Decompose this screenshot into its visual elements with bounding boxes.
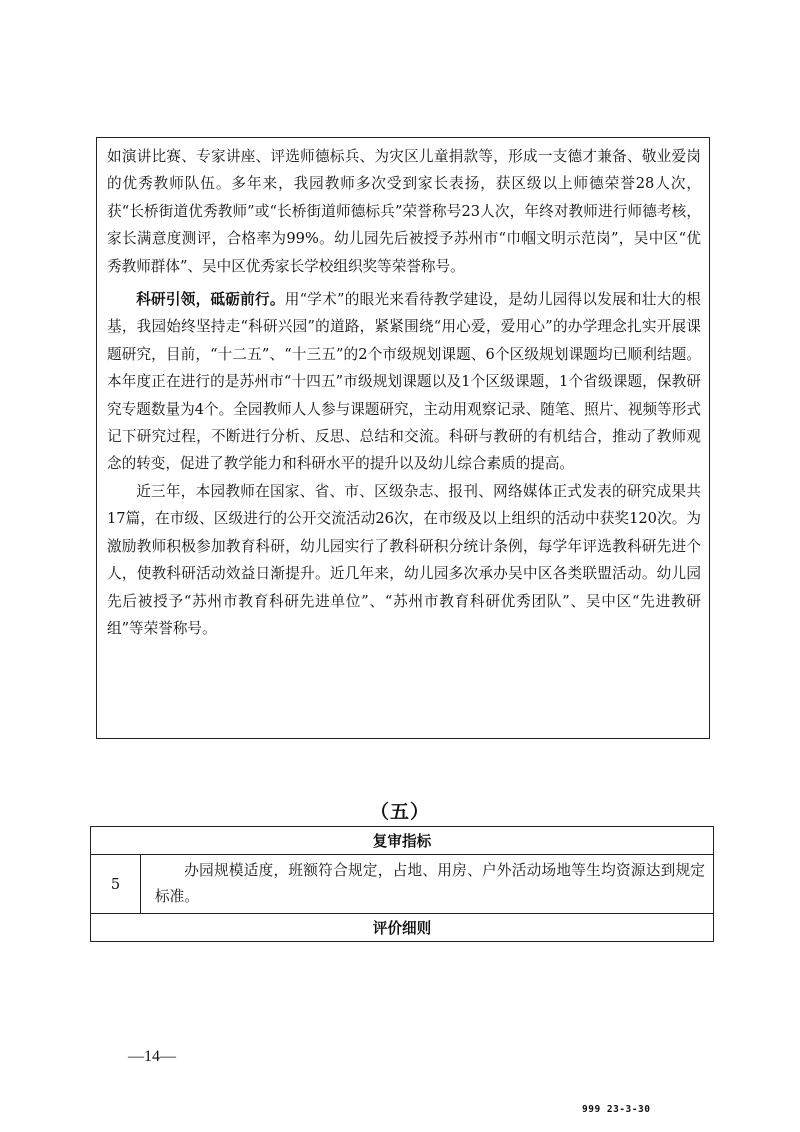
content-box <box>96 137 710 739</box>
paragraph-achievements: 近三年，本园教师在国家、省、市、区级杂志、报刊、网络媒体正式发表的研究成果共17篇，在市级、区级进行的公开交流活动26次，在市级及以上组织的活动中获奖120次。为激励教师积极参加教育科研，幼儿园实行了教科研积分统计条例，每学年评选教科研先进个人，使教科研活动效益日渐提升。近几年来，幼儿园多次承办吴中区各类联盟活动。幼儿园先后被授予“苏州市教育科研先进单位”、“苏州市教育科研优秀团队”、吴中区“先进教研组”等荣誉称号。 <box>107 482 701 637</box>
table-row <box>91 914 714 942</box>
paragraph-teacher-ethics: 如演讲比赛、专家讲座、评选师德标兵、为灾区儿童捐款等，形成一支德才兼备、敬业爱岗的优秀教师队伍。多年来，我园教师多次受到家长表扬，获区级以上师德荣誉28人次，获“长桥街道优秀教师”或“长桥街道师德标兵”荣誉称号23人次，年终对教师进行师德考核，家长满意度测评，合格率为99%。幼儿园先后被授予苏州市“巾帼文明示范岗”，吴中区“优秀教师群体”、吴中区优秀家长学校组织奖等荣誉称号。 <box>107 148 701 275</box>
paragraph-research-body: 用“学术”的眼光来看待教学建设，是幼儿园得以发展和壮大的根基，我园始终坚持走“科研兴园”的道路，紧紧围绕“用心爱，爱用心”的办学理念扎实开展课题研究，目前，“十二五”、“十三五”的2个市级规划课题、6个区级规划课题均已顺利结题。本年度正在进行的是苏州市“十四五”市级规划课题以及1个区级课题，1个省级课题，保教研究专题数量为4个。全园教师人人参与课题研究，主动用观察记录、随笔、照片、视频等形式记下研究过程，不断进行分析、反思、总结和交流。科研与教研的有机结合，推动了教师观念的转变，促进了教学能力和科研水平的提升以及幼儿综合素质的提高。 <box>107 291 701 473</box>
section-title: （五） <box>369 801 430 823</box>
table-footer-header: 评价细则 <box>91 914 714 942</box>
paragraph-research <box>107 286 701 478</box>
table-row <box>91 855 714 914</box>
table-row <box>91 827 714 855</box>
paragraph-research-lead: 科研引领，砥砺前行。 <box>136 291 285 309</box>
table-header: 复审指标 <box>91 827 714 855</box>
review-criteria-table <box>90 826 714 942</box>
criterion-text: 办园规模适度，班额符合规定，占地、用房、户外活动场地等生均资源达到规定标准。 <box>141 855 714 914</box>
page-number: —14— <box>128 1048 176 1065</box>
print-stamp: 999 23-3-30 <box>582 1104 651 1115</box>
criterion-number: 5 <box>91 855 141 914</box>
